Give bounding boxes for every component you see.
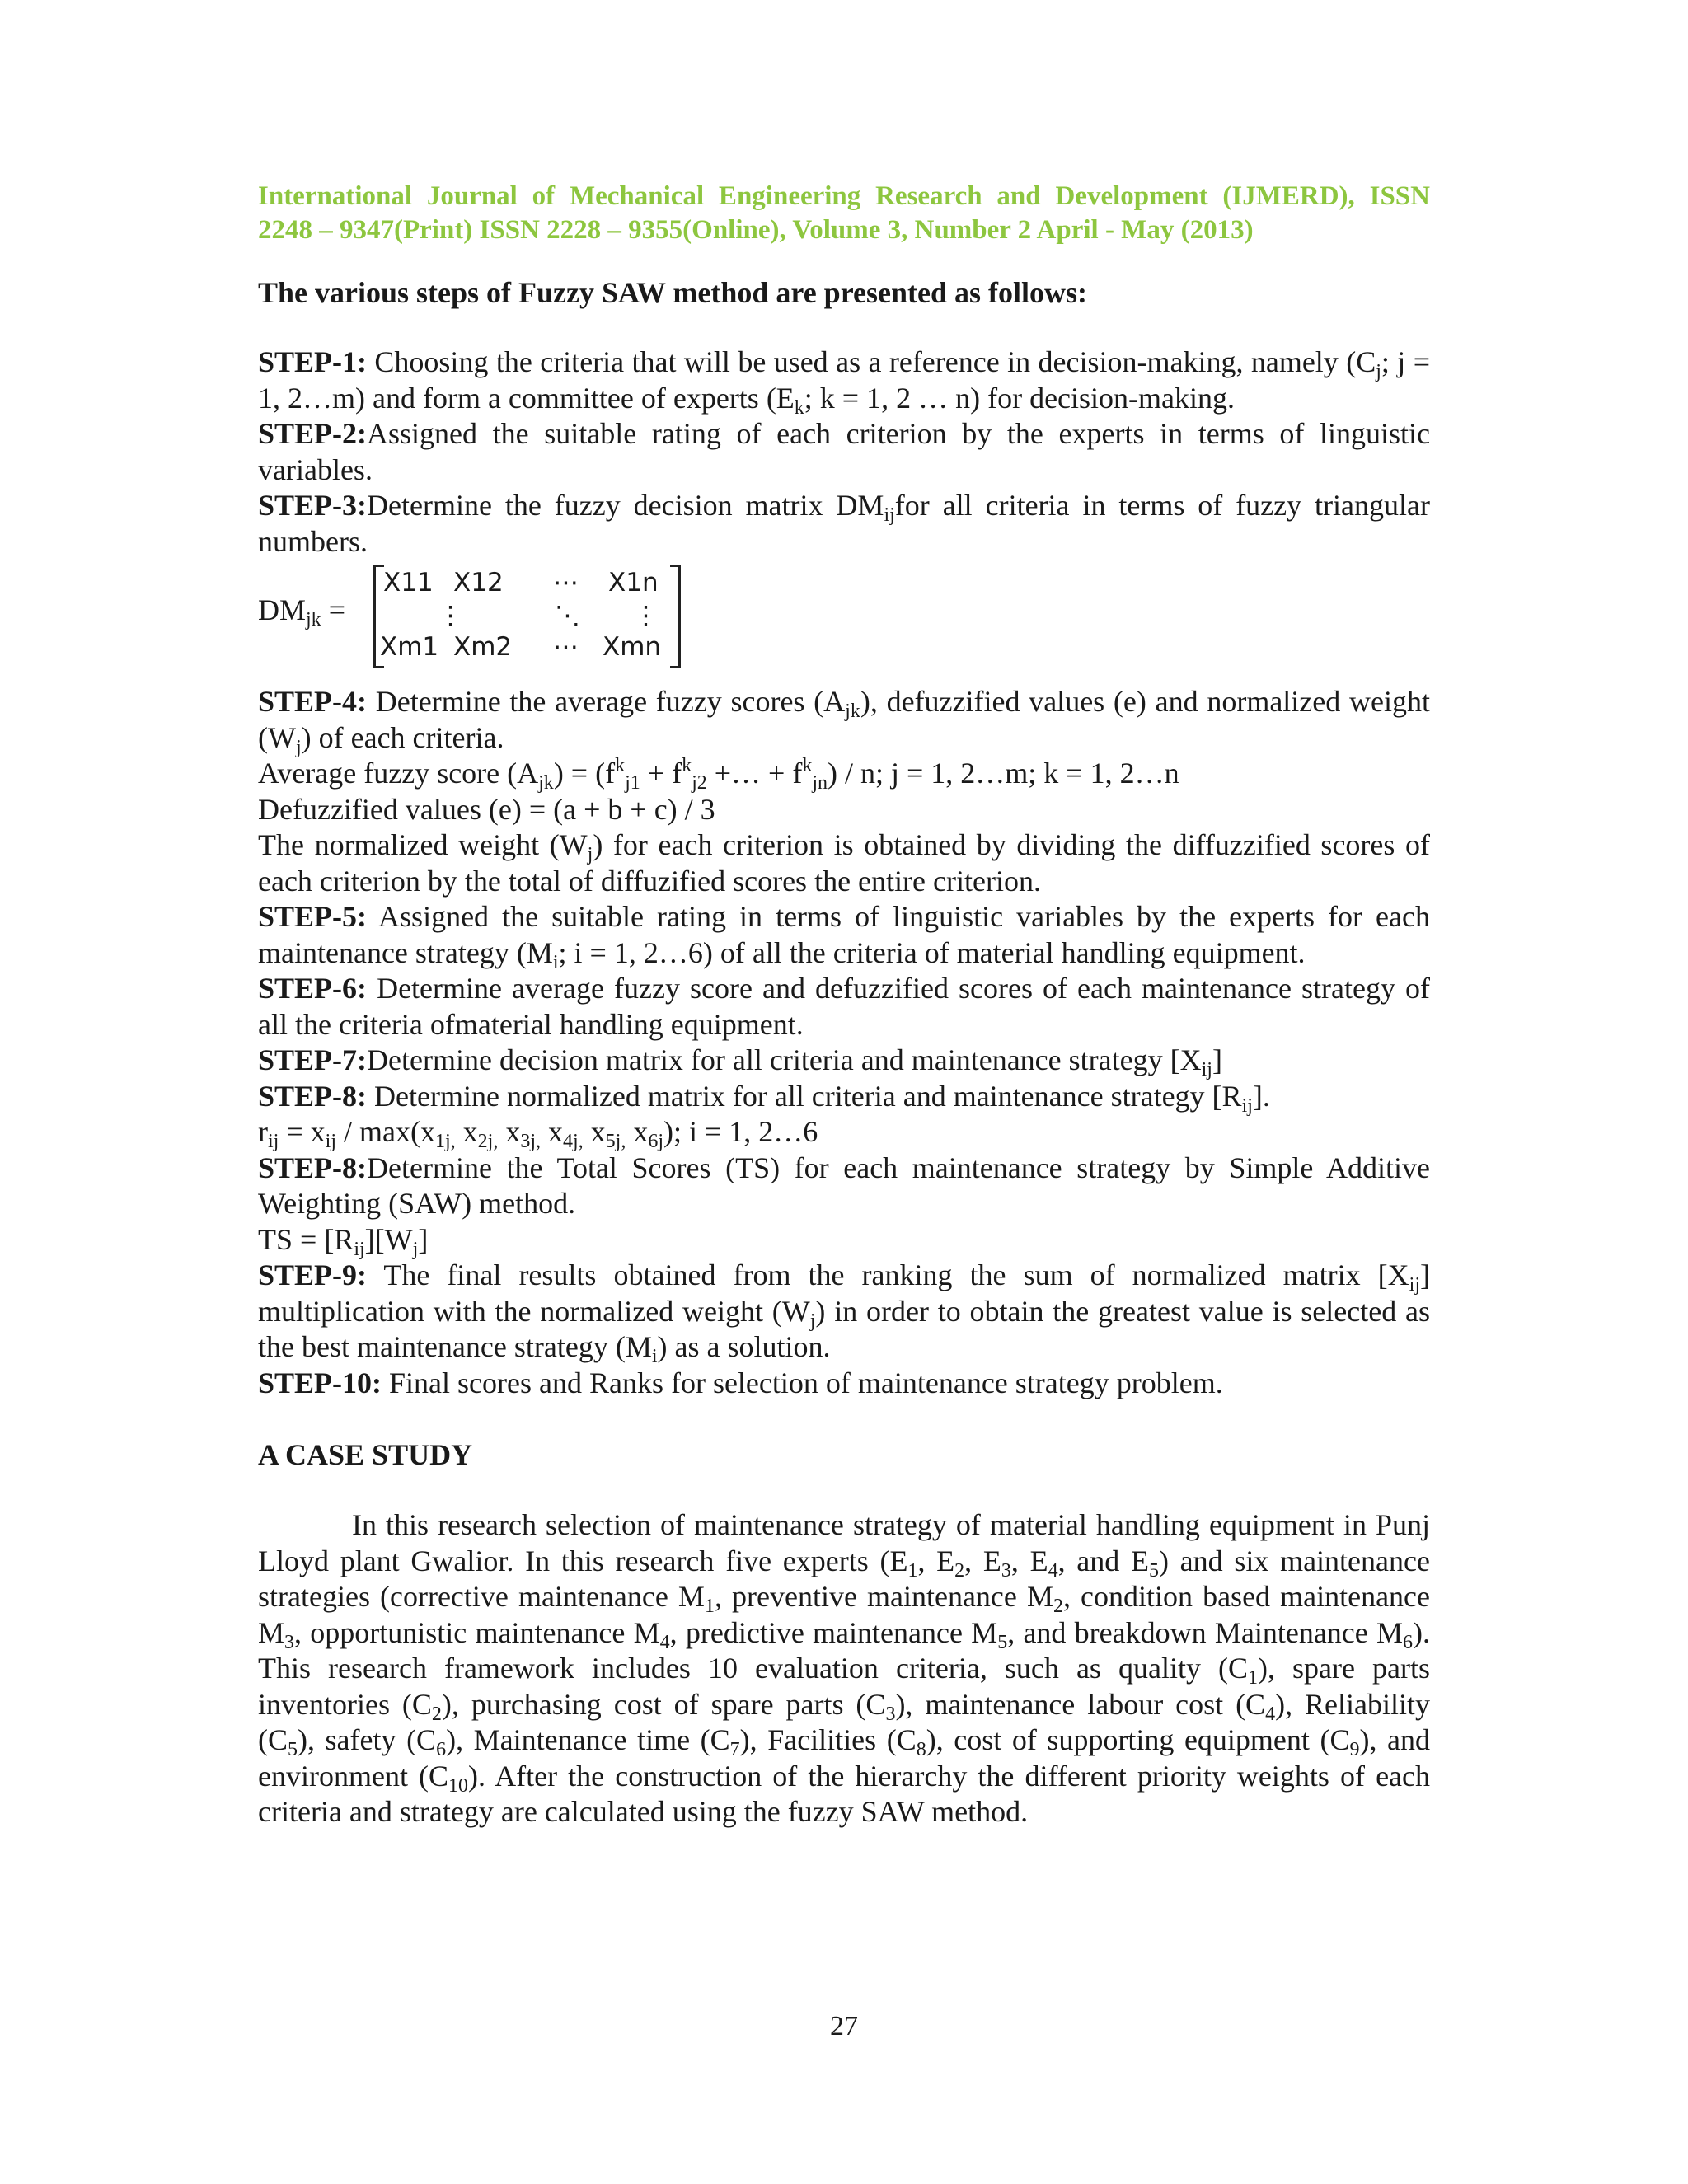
subscript: ij (884, 504, 895, 526)
body-text: In this research selection of maintenance strategy of material handling equipment in Punj Lloyd plant Gwalior. In this research five experts (E (258, 1508, 1430, 1577)
body-text: ), safety (C (298, 1723, 437, 1756)
step-2-text: Assigned the suitable rating of each criterion by the experts in terms of linguistic variables. (258, 417, 1430, 486)
step-8-text: ]. (1252, 1079, 1270, 1113)
body-text: , preventive maintenance M (714, 1580, 1053, 1613)
subscript: 2j, (477, 1131, 499, 1152)
subscript: 10 (448, 1774, 469, 1797)
step-7 (258, 1043, 1430, 1079)
step-7-text: Determine decision matrix for all criteria and maintenance strategy [X (367, 1043, 1202, 1076)
subscript: 1 (907, 1559, 918, 1582)
formula-text: x (583, 1115, 606, 1148)
formula-text: = x (279, 1115, 326, 1148)
page-content (258, 180, 1430, 1830)
subscript: 1j, (434, 1131, 456, 1152)
matrix-equals: = (321, 593, 345, 626)
step-2 (258, 416, 1430, 488)
step-9-label: STEP-9: (258, 1258, 368, 1291)
subscript: 3 (284, 1631, 295, 1653)
body-text: ), and environment (C (258, 1723, 1430, 1793)
step-4-label: STEP-4: (258, 685, 368, 718)
formula-text: TS = [R (258, 1222, 354, 1256)
subscript: 5 (288, 1739, 298, 1760)
body-text: , predictive maintenance M (669, 1615, 998, 1649)
subscript: 4 (1265, 1703, 1276, 1725)
subscript: j (295, 736, 302, 758)
subscript: 3 (885, 1703, 896, 1725)
steps-list (258, 344, 1430, 1401)
body-text: ) and six maintenance strategies (corrective maintenance M (258, 1544, 1430, 1613)
formula-text: x (498, 1115, 521, 1148)
journal-header-line2: 2248 – 9347(Print) ISSN 2228 – 9355(Online), Volume 3, Number 2 April - May (2013) (258, 215, 1254, 245)
subscript: ij (325, 1131, 336, 1152)
step-5-label: STEP-5: (258, 900, 368, 933)
step-9 (258, 1258, 1430, 1366)
body-text: , E (964, 1544, 1001, 1577)
step-4-text: Determine the average fuzzy scores (A (367, 685, 846, 718)
matrix-cell: X11 (383, 568, 434, 598)
step-9-text: ) in order to obtain the greatest value is selected as the best maintenance strategy (M (258, 1294, 1430, 1363)
matrix-right-bracket (670, 565, 681, 668)
matrix-cell: Xm1 (380, 632, 439, 662)
body-text: , E (1010, 1544, 1048, 1577)
subscript: j (587, 844, 593, 865)
subscript: 2 (431, 1703, 442, 1725)
step-4 (258, 684, 1430, 756)
subscript: k (794, 396, 804, 419)
step-3-text: for all criteria in terms of fuzzy triangular numbers. (258, 489, 1431, 558)
formula-text: +… + f (706, 757, 803, 790)
body-text: ), Reliability (C (258, 1687, 1430, 1756)
subscript: 8 (916, 1739, 926, 1760)
subscript: j2 (692, 772, 707, 794)
journal-header-line1: International Journal of Mechanical Engineering Research and Development (IJMERD), ISSN (258, 181, 1430, 211)
superscript: k (682, 755, 692, 776)
step-1-label: STEP-1: (258, 345, 368, 378)
superscript: k (615, 755, 626, 776)
subscript: j (809, 1310, 816, 1332)
matrix-label (258, 593, 345, 628)
subscript: 2 (1053, 1596, 1063, 1617)
step-3 (258, 488, 1430, 560)
steps-heading: The various steps of Fuzzy SAW method are presented as follows: (258, 276, 1087, 309)
subscript: 7 (729, 1739, 740, 1760)
body-text: , E (917, 1544, 955, 1577)
subscript: i (651, 1346, 658, 1367)
body-text: ), spare parts inventories (C (258, 1652, 1430, 1721)
body-text: , and breakdown Maintenance M (1007, 1615, 1403, 1649)
step-1-text: Choosing the criteria that will be used as a reference in decision-making, namely (C (367, 345, 1376, 378)
subscript: jk (306, 609, 321, 630)
subscript: 4 (1048, 1559, 1058, 1582)
body-text: ). After the construction of the hierarchy the different priority weights of each criteria and strategy are calculated using the fuzzy SAW method. (258, 1759, 1431, 1828)
subscript: ij (1241, 1094, 1253, 1117)
matrix-cell: ⋯ (553, 568, 579, 598)
formula-text: ); i = 1, 2…6 (663, 1115, 818, 1148)
matrix-cell: ⋮ (438, 601, 463, 630)
subscript: ij (268, 1131, 279, 1152)
formula-text: ][W (364, 1222, 413, 1256)
normalized-weight-text (258, 827, 1430, 899)
body-text: ), Maintenance time (C (446, 1723, 730, 1756)
average-fuzzy-score-formula (258, 756, 1430, 792)
matrix-cell: ⋯ (553, 632, 579, 662)
subscript: j (1376, 361, 1381, 382)
step-5 (258, 899, 1430, 971)
subscript: j (412, 1238, 419, 1260)
step-9-text: ] multiplication with the normalized weight (W (258, 1258, 1430, 1328)
step-10-label: STEP-10: (258, 1366, 382, 1399)
step-6-text: Determine average fuzzy score and defuzzified scores of each maintenance strategy of all the criteria ofmaterial handling equipment. (258, 972, 1430, 1041)
matrix-cell: ⋱ (555, 601, 580, 630)
journal-header (258, 180, 1430, 247)
subscript: 6 (1403, 1631, 1413, 1653)
formula-text: x (541, 1115, 563, 1148)
step-1-text: ; j = 1, 2…m) and form a committee of experts (E (258, 345, 1430, 415)
step-8-label: STEP-8: (258, 1151, 368, 1184)
normalization-formula (258, 1114, 1430, 1151)
subscript: ij (1201, 1059, 1212, 1080)
step-8-label: STEP-8: (258, 1079, 368, 1113)
step-9-text: The final results obtained from the ranking the sum of normalized matrix [X (367, 1258, 1409, 1291)
step-8-text: Determine normalized matrix for all criteria and maintenance strategy [R (367, 1079, 1242, 1113)
subscript: 3 (1001, 1559, 1011, 1582)
subscript: 6 (436, 1739, 447, 1760)
subscript: 2 (954, 1559, 965, 1582)
formula-text: x (455, 1115, 478, 1148)
matrix-cell: X12 (453, 568, 504, 598)
subscript: 5 (1148, 1559, 1159, 1582)
step-8 (258, 1079, 1430, 1115)
page-number: 27 (830, 2011, 858, 2041)
subscript: jn (812, 772, 828, 794)
body-text: , condition based maintenance M (258, 1580, 1431, 1649)
step-9-text: ) as a solution. (657, 1330, 831, 1363)
step-8-total-scores (258, 1151, 1430, 1222)
step-7-label: STEP-7: (258, 1043, 368, 1076)
subscript: 9 (1349, 1739, 1360, 1760)
matrix-cell: ⋮ (633, 601, 659, 630)
case-study-paragraph (258, 1507, 1430, 1830)
matrix-cell: Xm2 (453, 632, 513, 662)
step-1-text: ; k = 1, 2 … n) for decision-making. (804, 381, 1236, 415)
subscript: jk (845, 701, 860, 722)
matrix-cell: Xmn (603, 632, 662, 662)
formula-text: Average fuzzy score (A (258, 757, 539, 790)
subscript: 4j, (563, 1131, 584, 1152)
step-4-text: ) of each criteria. (301, 720, 504, 754)
subscript: ij (354, 1238, 365, 1260)
body-text: ), cost of supporting equipment (C (926, 1723, 1350, 1756)
defuzzified-formula: Defuzzified values (e) = (a + b + c) / 3 (258, 792, 715, 826)
step-3-text: Determine the fuzzy decision matrix DM (367, 489, 884, 522)
subscript: 1 (1248, 1667, 1258, 1689)
step-4-text: ), defuzzified values (e) and normalized weight (W (258, 685, 1430, 754)
decision-matrix (258, 558, 1430, 663)
subscript: 6j (648, 1131, 664, 1152)
body-text: The normalized weight (W (258, 828, 588, 861)
formula-text: ) / n; j = 1, 2…m; k = 1, 2…n (828, 757, 1179, 790)
step-8-text: Determine the Total Scores (TS) for each maintenance strategy by Simple Additive Weighting (SAW) method. (258, 1151, 1430, 1220)
formula-text: / max(x (336, 1115, 435, 1148)
body-text: , and E (1057, 1544, 1149, 1577)
step-10-text: Final scores and Ranks for selection of maintenance strategy problem. (382, 1366, 1223, 1399)
subscript: ij (1409, 1274, 1420, 1296)
step-5-text: ; i = 1, 2…6) of all the criteria of material handling equipment. (558, 935, 1306, 969)
subscript: 5 (997, 1631, 1008, 1653)
body-text: ) for each criterion is obtained by dividing the diffuzzified scores of each criterion by the total of diffuzified scores the entire criterion. (258, 828, 1430, 898)
body-text: ), purchasing cost of spare parts (C (441, 1687, 886, 1721)
matrix-label-text: DM (258, 593, 307, 626)
subscript: j1 (625, 772, 640, 794)
body-text: , opportunistic maintenance M (294, 1615, 660, 1649)
step-2-label: STEP-2: (258, 417, 368, 450)
subscript: 5j, (605, 1131, 626, 1152)
formula-text: r (258, 1115, 268, 1148)
step-5-text: Assigned the suitable rating in terms of linguistic variables by the experts for each maintenance strategy (M (258, 900, 1430, 969)
step-10 (258, 1366, 1430, 1402)
subscript: 1 (704, 1596, 715, 1617)
subscript: 3j, (520, 1131, 541, 1152)
matrix-cell: X1n (608, 568, 659, 598)
step-6 (258, 971, 1430, 1043)
subscript: i (552, 951, 559, 973)
step-6-label: STEP-6: (258, 972, 368, 1005)
step-7-text: ] (1212, 1043, 1222, 1076)
subscript: 4 (659, 1631, 670, 1653)
superscript: k (802, 755, 813, 776)
body-text: ), Facilities (C (739, 1723, 917, 1756)
body-text: ). This research framework includes 10 evaluation criteria, such as quality (C (258, 1615, 1430, 1685)
step-1 (258, 344, 1430, 419)
formula-text: + f (640, 757, 682, 790)
formula-text: ) = (f (553, 757, 616, 790)
step-3-label: STEP-3: (258, 489, 368, 522)
total-score-formula (258, 1222, 1430, 1258)
body-text: ), maintenance labour cost (C (895, 1687, 1266, 1721)
subscript: jk (538, 772, 554, 794)
case-study-heading: A CASE STUDY (258, 1438, 473, 1471)
formula-text: ] (418, 1222, 429, 1256)
formula-text: x (626, 1115, 649, 1148)
